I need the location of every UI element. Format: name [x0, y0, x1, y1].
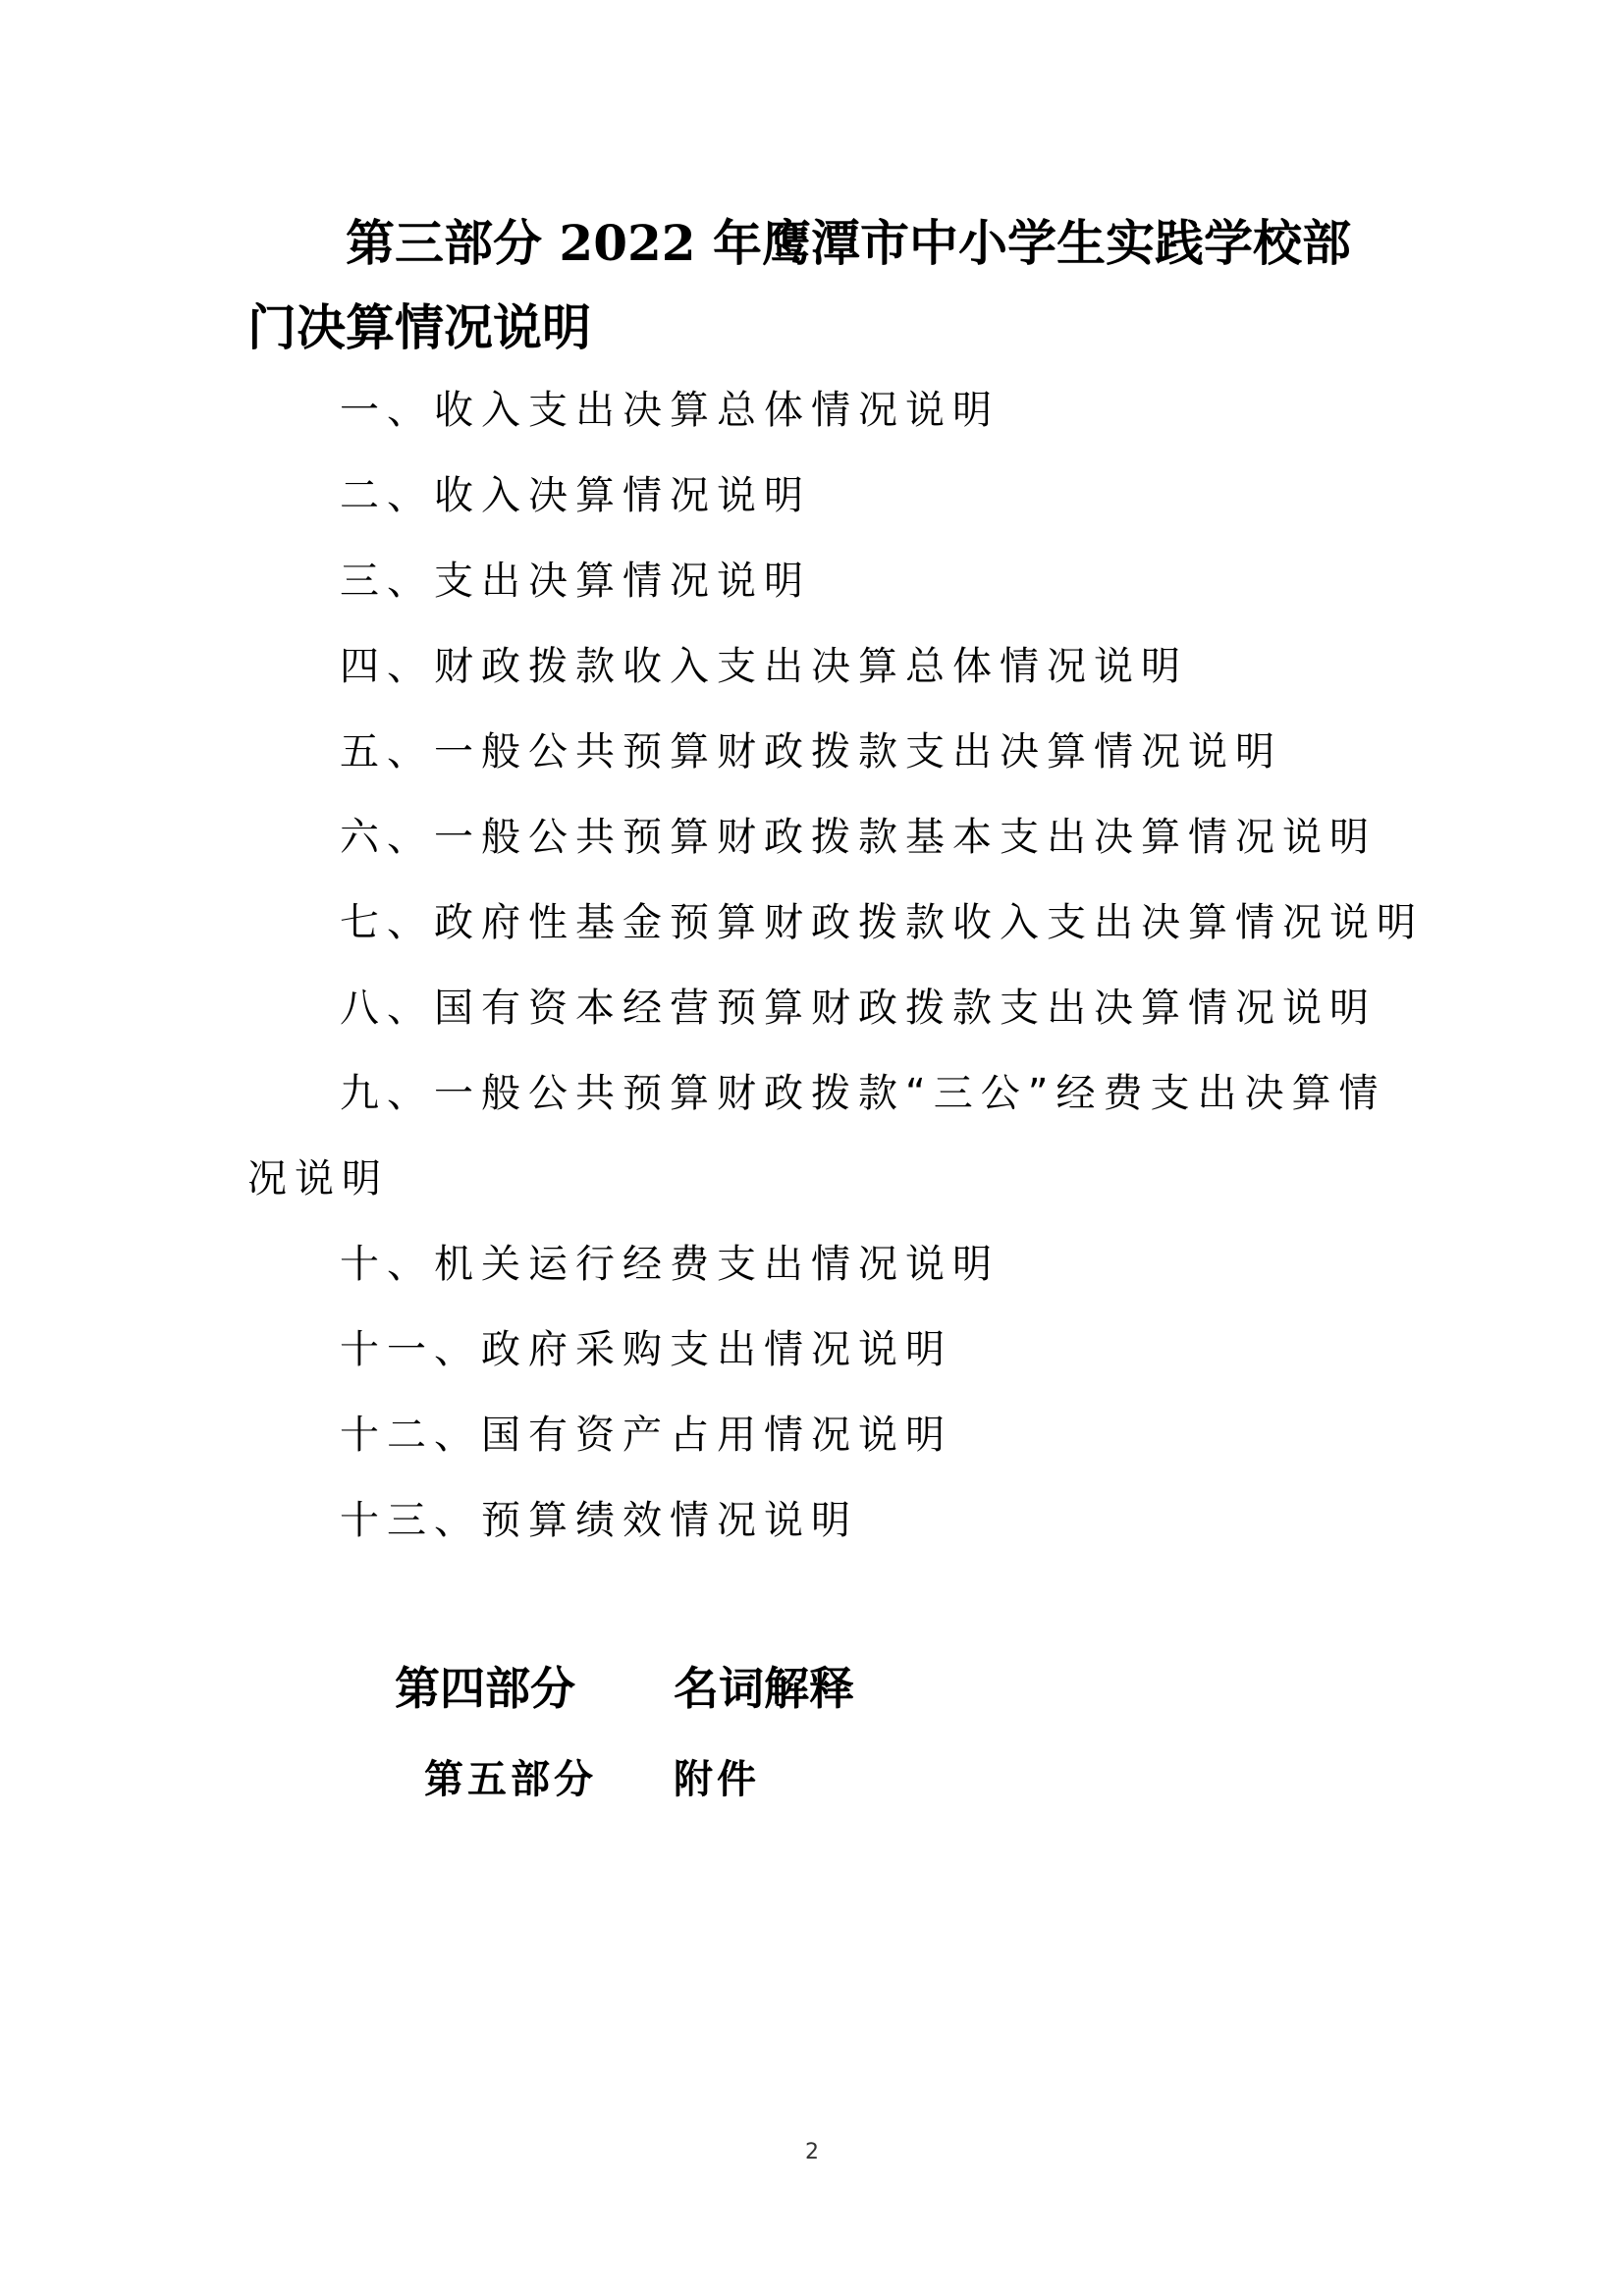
list-item: 十一、政府采购支出情况说明	[340, 1327, 952, 1372]
list-item: 七、政府性基金预算财政拨款收入支出决算情况说明	[340, 900, 1424, 945]
list-item: 四、财政拨款收入支出决算总体情况说明	[340, 644, 1188, 689]
section-contents-list	[247, 368, 1424, 1564]
part-four-heading	[395, 1659, 854, 1718]
part-four-label: 第四部分	[395, 1662, 575, 1715]
list-item: 五、一般公共预算财政拨款支出决算情况说明	[340, 729, 1282, 774]
section-title: 第三部分 2022 年鹰潭市中小学生实践学校部门决算情况说明	[247, 214, 1351, 356]
part-four-title: 名词解释	[674, 1662, 854, 1715]
list-item: 十、机关运行经费支出情况说明	[340, 1242, 1000, 1287]
list-item: 九、一般公共预算财政拨款“三公”经费支出决算情况说明	[247, 1071, 1386, 1201]
part-five-title: 附件	[674, 1756, 760, 1802]
list-item: 十三、预算绩效情况说明	[340, 1498, 858, 1543]
part-five-heading	[424, 1752, 760, 1807]
list-item: 十二、国有资产占用情况说明	[340, 1413, 952, 1458]
list-item: 三、支出决算情况说明	[340, 559, 811, 604]
part-five-label: 第五部分	[424, 1756, 597, 1802]
list-item: 八、国有资本经营预算财政拨款支出决算情况说明	[340, 986, 1377, 1031]
list-item: 六、一般公共预算财政拨款基本支出决算情况说明	[340, 815, 1377, 860]
list-item: 二、收入决算情况说明	[340, 473, 811, 518]
list-item: 一、收入支出决算总体情况说明	[340, 388, 1000, 433]
page-number: 2	[805, 2140, 819, 2164]
